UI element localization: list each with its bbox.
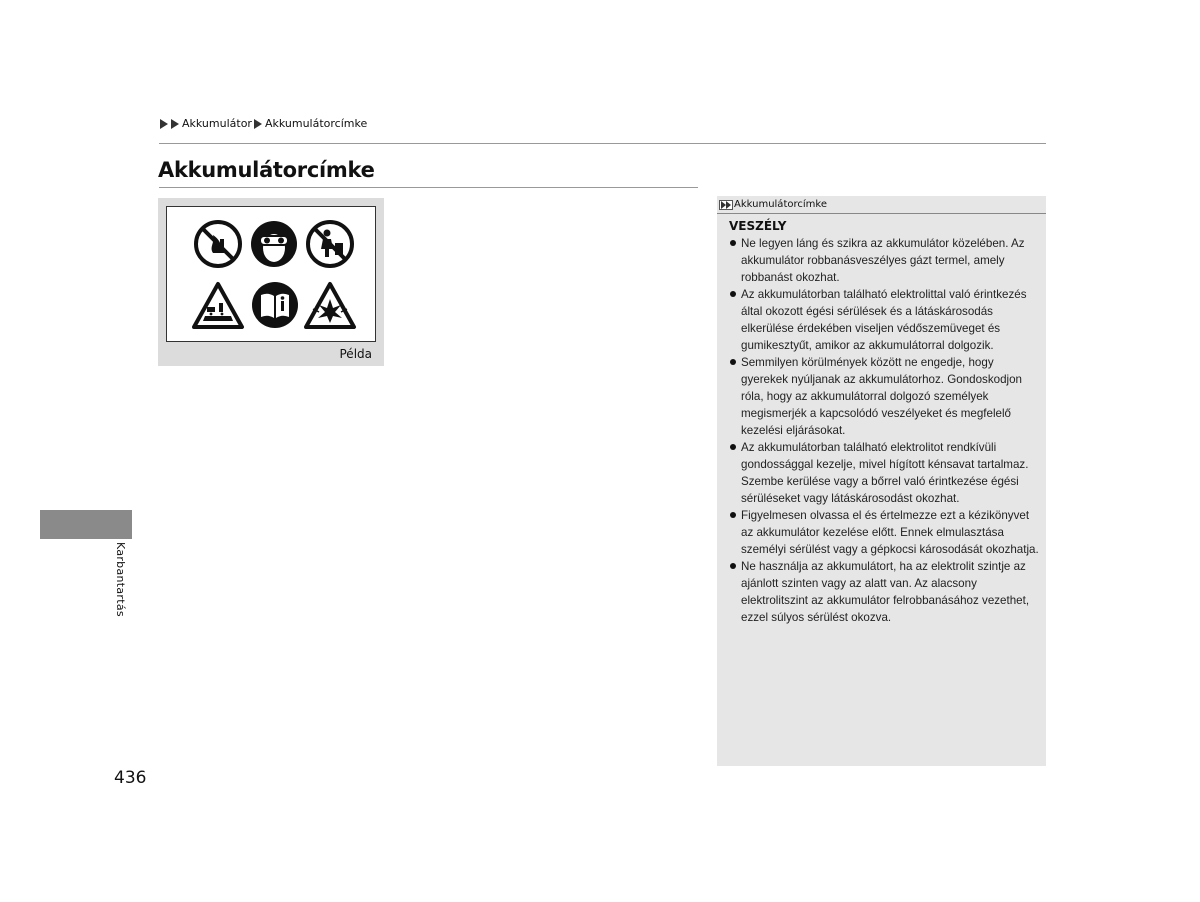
breadcrumb-item-akkumulatorcimke[interactable]: Akkumulátorcímke — [264, 117, 368, 130]
breadcrumb-arrow-icon — [160, 119, 168, 129]
section-label: Karbantartás — [114, 542, 127, 617]
breadcrumb-arrow-icon — [254, 119, 262, 129]
list-item: Az akkumulátorban található elektrolitot rendkívüli gondossággal kezelje, mivel hígított kénsavat tartalmaz. Szembe kerülése vagy a bőrrel való érintkezése égési sérüléseket vagy látáskárosodást okozhat. — [729, 439, 1041, 507]
read-manual-icon — [251, 281, 299, 329]
list-item: Figyelmesen olvassa el és értelmezze ezt a kézikönyvet az akkumulátor kezelése előtt. Ennek elmulasztása személyi sérülést vagy a gépkocsi károsodását okozhatja. — [729, 507, 1041, 558]
keep-away-children-icon — [305, 219, 355, 269]
breadcrumb — [160, 117, 367, 130]
list-item: Ne legyen láng és szikra az akkumulátor közelében. Az akkumulátor robbanásveszélyes gázt termel, amely robbanást okozhat. — [729, 235, 1041, 286]
note-header-label: Akkumulátorcímke — [734, 198, 827, 210]
title-divider — [159, 187, 698, 188]
explosive-warning-icon — [303, 281, 357, 331]
page-title: Akkumulátorcímke — [158, 158, 375, 182]
danger-list — [729, 235, 1041, 626]
breadcrumb-item-akkumulator[interactable]: Akkumulátor — [182, 117, 252, 130]
page-number: 436 — [114, 768, 147, 788]
battery-label-image — [166, 206, 376, 342]
breadcrumb-arrow-icon — [171, 119, 179, 129]
no-flame-icon — [193, 219, 243, 269]
reference-arrows-icon — [719, 200, 733, 210]
list-item: Semmilyen körülmények között ne engedje, hogy gyerekek nyúljanak az akkumulátorhoz. Gondoskodjon róla, hogy az akkumulátorral dolgozó személyek megismerjék a kapcsolódó veszélyeket és megfelelő kezelési eljárásokat. — [729, 354, 1041, 439]
note-box — [717, 196, 1046, 766]
list-item: Ne használja az akkumulátort, ha az elektrolit szintje az ajánlott szinten vagy az alatt van. Az alacsony elektrolitszint az akkumulátor felrobbanásához vezethet, ezzel súlyos sérülést okozva. — [729, 558, 1041, 626]
note-header — [717, 196, 1046, 214]
figure-caption: Példa — [339, 347, 372, 361]
danger-title: VESZÉLY — [729, 219, 787, 233]
corrosive-warning-icon — [191, 281, 245, 331]
header-divider — [159, 143, 1046, 144]
section-tab — [40, 510, 132, 539]
list-item: Az akkumulátorban található elektrolittal való érintkezés által okozott égési sérülések és a látáskárosodás elkerülése érdekében viseljen védőszemüveget és gumikesztyűt, amikor az akkumulátorral dolgozik. — [729, 286, 1041, 354]
goggles-icon — [249, 219, 299, 269]
battery-label-figure — [158, 198, 384, 366]
